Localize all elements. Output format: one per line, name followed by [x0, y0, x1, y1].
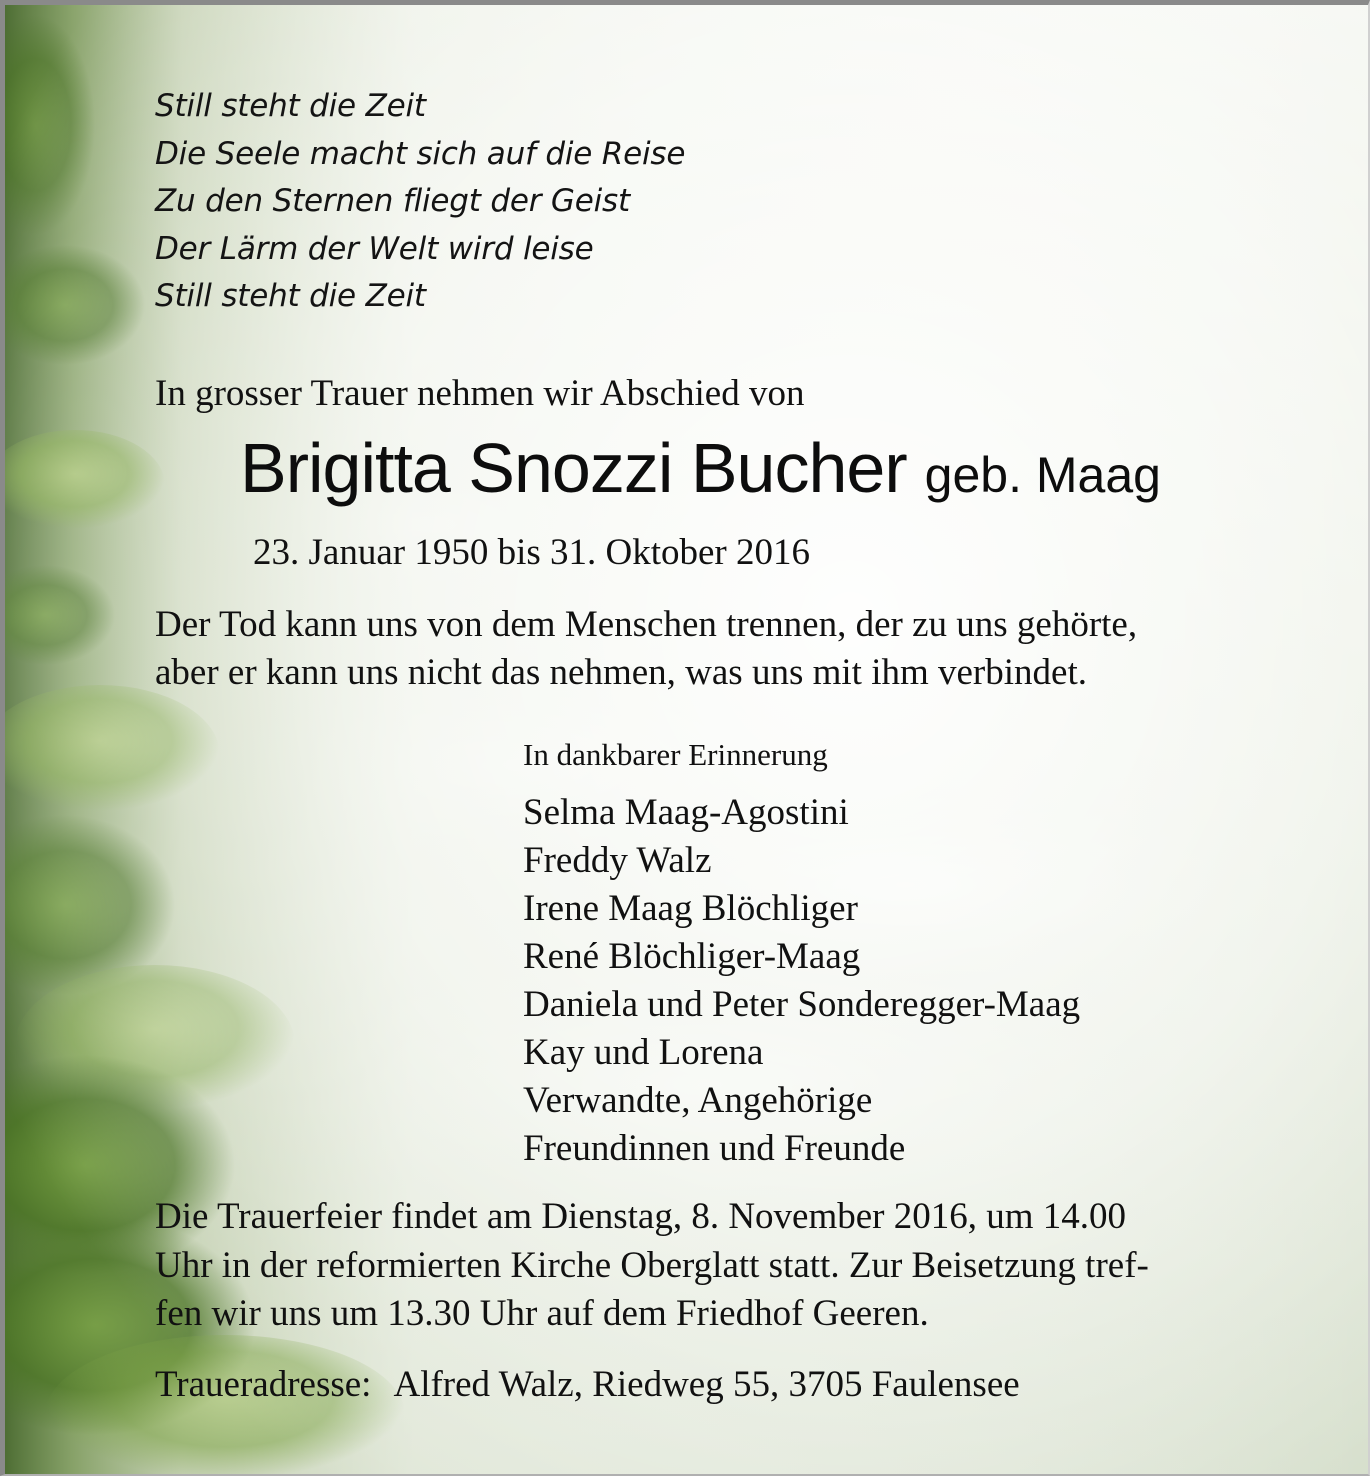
gratitude-heading: In dankbarer Erinnerung — [523, 737, 828, 772]
ceremony-line: fen wir uns um 13.30 Uhr auf dem Friedhof Geeren. — [155, 1293, 929, 1334]
mourner-item: Irene Maag Blöchliger — [523, 888, 858, 929]
maiden-name: geb. Maag — [924, 447, 1161, 503]
mourner-item: Freddy Walz — [523, 840, 712, 881]
intro-text: In grosser Trauer nehmen wir Abschied von — [155, 373, 805, 414]
quote-line: Der Tod kann uns von dem Menschen trennen, der zu uns gehörte, — [155, 604, 1138, 645]
poem-line: Still steht die Zeit — [155, 88, 426, 124]
mourner-item: Selma Maag-Agostini — [523, 792, 849, 833]
mourner-item: Verwandte, Angehörige — [523, 1080, 873, 1121]
address-label: Traueradresse: — [155, 1364, 372, 1405]
address-value: Alfred Walz, Riedweg 55, 3705 Faulensee — [393, 1364, 1020, 1405]
poem-line: Die Seele macht sich auf die Reise — [155, 135, 686, 172]
mourning-address — [155, 1361, 1020, 1409]
quote-line: aber er kann uns nicht das nehmen, was uns mit ihm verbindet. — [155, 652, 1087, 693]
mourner-item: Daniela und Peter Sonderegger-Maag — [523, 984, 1081, 1025]
ceremony-line: Die Trauerfeier findet am Dienstag, 8. November 2016, um 14.00 — [155, 1196, 1127, 1237]
poem-line: Zu den Sternen fliegt der Geist — [155, 183, 630, 219]
ceremony-line: Uhr in der reformierten Kirche Oberglatt statt. Zur Beisetzung tref- — [155, 1244, 1149, 1286]
poem-line: Der Lärm der Welt wird leise — [155, 230, 594, 267]
ceremony-info — [155, 1193, 1149, 1339]
quote — [155, 601, 1137, 697]
mourner-item: Kay und Lorena — [523, 1032, 764, 1073]
mourner-item: Freundinnen und Freunde — [523, 1128, 906, 1169]
deceased-name: Brigitta Snozzi Bucher — [240, 429, 907, 507]
mourner-item: René Blöchliger-Maag — [523, 936, 861, 977]
poem — [155, 83, 685, 321]
mourners-list — [523, 789, 1080, 1173]
deceased-name-line — [240, 429, 1161, 507]
poem-line: Still steht die Zeit — [155, 278, 426, 314]
life-dates: 23. Januar 1950 bis 31. Oktober 2016 — [253, 532, 810, 573]
